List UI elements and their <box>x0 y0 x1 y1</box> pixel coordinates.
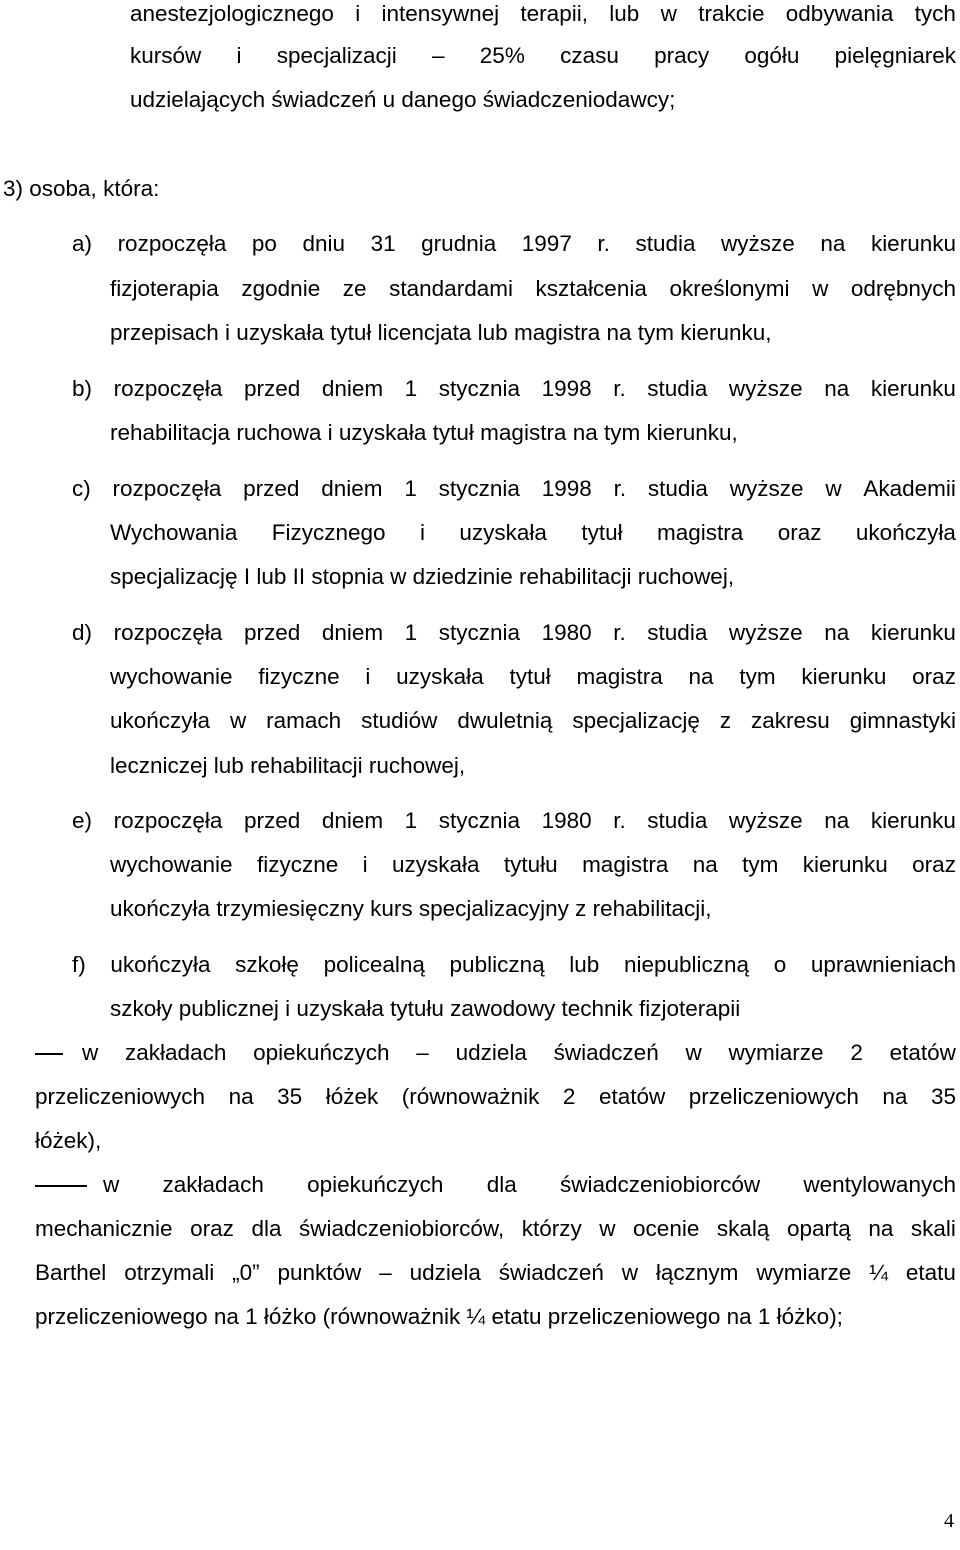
word: po <box>251 231 277 256</box>
word: i <box>419 520 425 545</box>
word: 1980 <box>541 808 592 833</box>
word: uzyskała <box>391 852 480 877</box>
word: świadczeń <box>553 1040 659 1065</box>
word: łącznym <box>655 1260 739 1285</box>
word: ukończyła <box>855 520 956 545</box>
word: łóżek <box>325 1084 379 1109</box>
word: kierunku <box>870 231 956 256</box>
word: standardami <box>389 276 513 301</box>
word: na <box>820 231 846 256</box>
text-line <box>130 42 956 70</box>
word: 1998 <box>541 476 592 501</box>
word: anestezjologicznego <box>130 1 334 26</box>
word: studia <box>647 476 708 501</box>
word: „0” <box>232 1260 260 1285</box>
word: tytułu <box>503 852 558 877</box>
list-item-d <box>72 619 956 647</box>
word: publiczną <box>449 952 545 977</box>
word: 31 <box>370 231 396 256</box>
word: rozpoczęła <box>113 620 223 645</box>
word: dniem <box>321 620 384 645</box>
text-line: ukończyła trzymiesięczny kurs specjalizacyjny z rehabilitacji, <box>110 896 712 921</box>
word: Fizycznego <box>271 520 386 545</box>
word: 1 <box>404 808 418 833</box>
word: świadczeń <box>498 1260 604 1285</box>
word: pracy <box>654 43 710 68</box>
text-line <box>35 1215 956 1243</box>
word: oraz <box>777 520 822 545</box>
word: tytuł <box>581 520 623 545</box>
word: zakresu <box>750 708 830 733</box>
word: rozpoczęła <box>112 476 222 501</box>
word: wymiarze <box>756 1260 852 1285</box>
word: przed <box>243 376 301 401</box>
word: szkołę <box>235 952 299 977</box>
text-line: przeliczeniowego na 1 łóżko (równoważnik ¼ etatu przeliczeniowego na 1 łóżko); <box>35 1304 843 1329</box>
text-line <box>110 851 956 879</box>
word: udziela <box>455 1040 527 1065</box>
word: etatów <box>889 1040 956 1065</box>
word: 35 <box>277 1084 303 1109</box>
word: na <box>824 808 850 833</box>
list-item-c <box>72 475 956 503</box>
word: skalą <box>716 1216 770 1241</box>
word: policealną <box>323 952 425 977</box>
dash-bullet <box>35 1185 87 1187</box>
word: rozpoczęła <box>113 808 223 833</box>
list-item-e <box>72 807 956 835</box>
word: lub <box>569 952 600 977</box>
word: studia <box>647 620 708 645</box>
word: i <box>355 1 361 26</box>
word: specjalizację <box>572 708 700 733</box>
word: stycznia <box>438 376 521 401</box>
word: kursów <box>130 43 202 68</box>
word: ukończyła <box>110 708 211 733</box>
word: w <box>103 1172 120 1197</box>
word: i <box>236 43 242 68</box>
word: na <box>824 620 850 645</box>
text-line: leczniczej lub rehabilitacji ruchowej, <box>110 753 466 778</box>
text-line <box>35 1259 956 1287</box>
word: zakładach <box>125 1040 227 1065</box>
word: przed <box>243 476 300 501</box>
word: Akademii <box>863 476 956 501</box>
word: fizyczne <box>258 664 340 689</box>
word: fizyczne <box>256 852 339 877</box>
word: rozpoczęła <box>117 231 227 256</box>
word: wyższe <box>721 231 795 256</box>
word: w <box>812 276 829 301</box>
word: f) <box>72 952 86 977</box>
word: – <box>379 1260 392 1285</box>
word: niepubliczną <box>623 952 750 977</box>
word: intensywnej <box>381 1 500 26</box>
word: wychowanie <box>110 664 233 689</box>
word: 1 <box>404 620 418 645</box>
word: mechanicznie <box>35 1216 173 1241</box>
word: wyższe <box>728 376 803 401</box>
word: e) <box>72 808 93 833</box>
word: pielęgniarek <box>834 43 956 68</box>
word: o <box>773 952 787 977</box>
word: r. <box>613 476 627 501</box>
word: i <box>365 664 371 689</box>
dash-bullet <box>35 1053 63 1055</box>
text-line <box>110 707 956 735</box>
word: stycznia <box>438 476 520 501</box>
word: zgodnie <box>241 276 321 301</box>
word: którzy <box>521 1216 582 1241</box>
word: grudnia <box>421 231 497 256</box>
word: ukończyła <box>110 952 211 977</box>
word: tytuł <box>509 664 551 689</box>
word: r. <box>613 376 626 401</box>
text-line <box>103 1171 956 1199</box>
word: etatów <box>598 1084 666 1109</box>
word: ramach <box>266 708 342 733</box>
word: na <box>882 1084 908 1109</box>
word: c) <box>72 476 91 501</box>
word: trakcie <box>698 1 765 26</box>
word: dniem <box>321 376 384 401</box>
word: studiów <box>361 708 438 733</box>
word: 25% <box>479 43 525 68</box>
word: w <box>599 1216 616 1241</box>
word: zakładach <box>162 1172 264 1197</box>
word: stycznia <box>438 620 521 645</box>
text-line <box>110 275 956 303</box>
word: dniem <box>321 808 384 833</box>
word: kierunku <box>801 664 887 689</box>
word: tym <box>739 664 776 689</box>
word: i <box>362 852 368 877</box>
word: etatu <box>905 1260 956 1285</box>
list-item-f <box>72 951 956 979</box>
word: b) <box>72 376 93 401</box>
text-line <box>35 1083 956 1111</box>
word: na <box>692 852 718 877</box>
word: 2 <box>562 1084 576 1109</box>
word: magistra <box>576 664 663 689</box>
word: otrzymali <box>124 1260 215 1285</box>
word: ocenie <box>633 1216 700 1241</box>
word: w <box>685 1040 702 1065</box>
word: wyższe <box>728 808 803 833</box>
word: r. <box>613 620 626 645</box>
word: na <box>824 376 850 401</box>
word: określonymi <box>669 276 790 301</box>
word: studia <box>647 808 708 833</box>
word: udziela <box>409 1260 481 1285</box>
word: kierunku <box>870 376 956 401</box>
word: lub <box>609 1 640 26</box>
list-item-3: 3) osoba, która: <box>3 176 160 201</box>
word: Barthel <box>35 1260 107 1285</box>
word: 1 <box>404 376 418 401</box>
word: wyższe <box>729 476 804 501</box>
list-item-b <box>72 375 956 403</box>
word: w <box>621 1260 638 1285</box>
word: tym <box>742 852 779 877</box>
text-line: łóżek), <box>35 1128 102 1153</box>
word: opartą <box>786 1216 851 1241</box>
word: wyższe <box>728 620 803 645</box>
text-line: szkoły publicznej i uzyskała tytułu zawodowy technik fizjoterapii <box>110 996 741 1021</box>
word: w <box>825 476 842 501</box>
word: przed <box>243 808 301 833</box>
word: kierunku <box>870 620 956 645</box>
text-line <box>110 663 956 691</box>
word: r. <box>597 231 610 256</box>
text-line: udzielających świadczeń u danego świadczeniodawcy; <box>130 87 676 112</box>
word: oraz <box>912 664 956 689</box>
word: dla <box>486 1172 517 1197</box>
text-line <box>110 519 956 547</box>
word: uzyskała <box>396 664 484 689</box>
word: wentylowanych <box>803 1172 956 1197</box>
text-line <box>130 0 956 28</box>
word: opiekuńczych <box>307 1172 444 1197</box>
word: świadczeniobiorców <box>560 1172 761 1197</box>
word: kierunku <box>802 852 888 877</box>
word: dwuletnią <box>457 708 553 733</box>
word: tych <box>914 1 956 26</box>
word: dla <box>251 1216 282 1241</box>
word: punktów <box>277 1260 362 1285</box>
word: dniu <box>302 231 346 256</box>
word: d) <box>72 620 93 645</box>
word: przeliczeniowych <box>35 1084 206 1109</box>
word: 1998 <box>541 376 592 401</box>
word: terapii, <box>520 1 588 26</box>
word: 1 <box>404 476 417 501</box>
text-line: rehabilitacja ruchowa i uzyskała tytuł magistra na tym kierunku, <box>110 420 738 445</box>
word: czasu <box>560 43 619 68</box>
word: oraz <box>912 852 956 877</box>
word: magistra <box>582 852 669 877</box>
word: na <box>688 664 714 689</box>
word: odbywania <box>785 1 894 26</box>
word: r. <box>613 808 626 833</box>
word: kierunku <box>870 808 956 833</box>
word: studia <box>647 376 708 401</box>
word: z <box>719 708 732 733</box>
word: 1980 <box>541 620 592 645</box>
word: skali <box>910 1216 956 1241</box>
word: 2 <box>850 1040 863 1065</box>
word: na <box>228 1084 254 1109</box>
word: stycznia <box>438 808 521 833</box>
word: ogółu <box>744 43 800 68</box>
word: świadczeniobiorców, <box>299 1216 505 1241</box>
word: specjalizacji <box>276 43 397 68</box>
text-line: przepisach i uzyskała tytuł licencjata lub magistra na tym kierunku, <box>110 320 772 345</box>
word: opiekuńczych <box>253 1040 390 1065</box>
word: 1997 <box>521 231 572 256</box>
text-line <box>82 1039 956 1067</box>
word: odrębnych <box>850 276 956 301</box>
word: 35 <box>930 1084 956 1109</box>
word: wychowanie <box>110 852 233 877</box>
word: w <box>229 708 247 733</box>
word: Wychowania <box>110 520 238 545</box>
word: kształcenia <box>535 276 647 301</box>
word: w <box>82 1040 99 1065</box>
word: rozpoczęła <box>113 376 223 401</box>
text-line: specjalizację I lub II stopnia w dziedzinie rehabilitacji ruchowej, <box>110 564 735 589</box>
word: dniem <box>321 476 383 501</box>
word: w <box>660 1 677 26</box>
page-number: 4 <box>944 1510 954 1532</box>
word: – <box>432 43 445 68</box>
word: uprawnieniach <box>810 952 956 977</box>
word: a) <box>72 231 93 256</box>
word: gimnastyki <box>849 708 956 733</box>
word: ze <box>342 276 367 301</box>
word: uzyskała <box>459 520 547 545</box>
word: na <box>868 1216 894 1241</box>
word: wymiarze <box>728 1040 824 1065</box>
word: magistra <box>657 520 744 545</box>
word: studia <box>635 231 696 256</box>
word: przeliczeniowych <box>688 1084 859 1109</box>
word: oraz <box>190 1216 234 1241</box>
word: – <box>416 1040 429 1065</box>
word: przed <box>243 620 301 645</box>
word: fizjoterapia <box>110 276 219 301</box>
list-item-a <box>72 230 956 258</box>
word: ¼ <box>869 1260 888 1285</box>
word: (równoważnik <box>401 1084 540 1109</box>
